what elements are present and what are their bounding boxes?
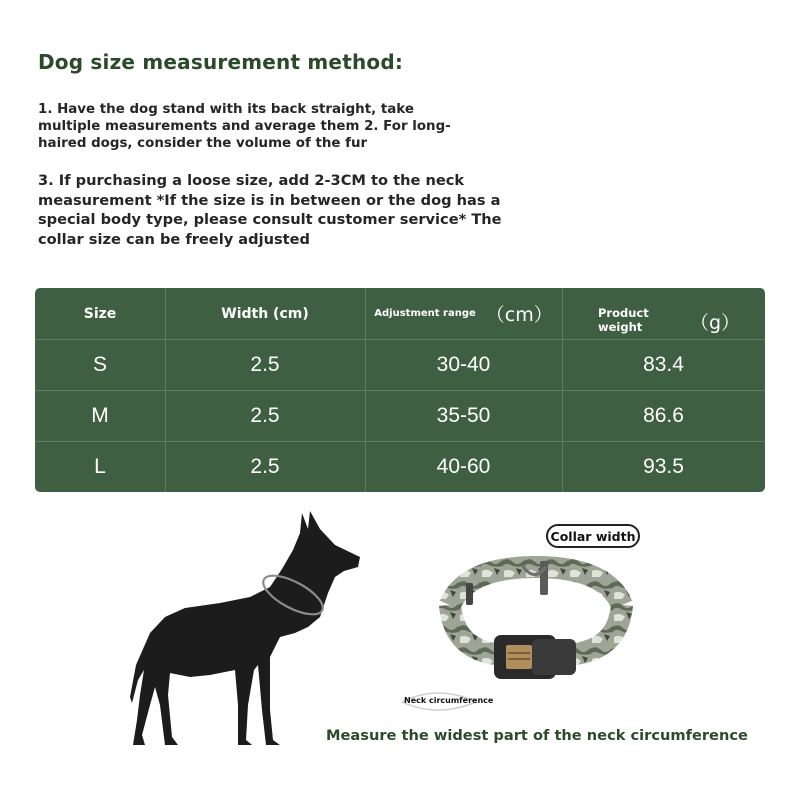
instruction-paragraph-1: 1. Have the dog stand with its back straight, take multiple measurements and average them 2. For long-haired dogs, consider the volume of the fur (38, 102, 451, 151)
size-table (35, 288, 765, 492)
product-weight-line2: weight (598, 320, 643, 334)
row-m-size: M (91, 403, 109, 427)
dog-collar-icon (436, 555, 636, 695)
neck-circumference-label: Neck circumference (404, 696, 494, 705)
instruction-paragraph-2: 3. If purchasing a loose size, add 2-3CM to the neck measurement *If the size is in between or the dog has a special body type, please consult customer service* The collar size can be freely adjusted (38, 172, 502, 248)
product-weight-line1: Product (598, 306, 649, 320)
row-s-width: 2.5 (250, 352, 280, 376)
row-l-weight: 93.5 (643, 454, 684, 478)
row-m-weight: 86.6 (643, 403, 684, 427)
row-m-range: 35-50 (436, 403, 491, 427)
row-l-range: 40-60 (436, 454, 491, 478)
header-size: Size (83, 305, 117, 322)
row-m-width: 2.5 (250, 403, 280, 427)
row-s-range: 30-40 (436, 352, 491, 376)
header-adjustment-range (365, 288, 562, 339)
adjustment-range-label: Adjustment range (374, 308, 476, 319)
row-l-width: 2.5 (250, 454, 280, 478)
measurement-caption: Measure the widest part of the neck circumference (326, 727, 748, 744)
dog-silhouette-icon (130, 505, 370, 755)
header-product-weight (598, 306, 649, 334)
header-width: Width (cm) (221, 305, 309, 322)
adjustment-range-unit: （cm） (485, 304, 553, 326)
row-l-size: L (94, 454, 106, 478)
page-title: Dog size measurement method: (38, 50, 404, 74)
row-s-size: S (92, 352, 107, 376)
row-s-weight: 83.4 (643, 352, 684, 376)
product-weight-unit: （g） (690, 312, 741, 334)
collar-width-label: Collar width (546, 524, 640, 548)
